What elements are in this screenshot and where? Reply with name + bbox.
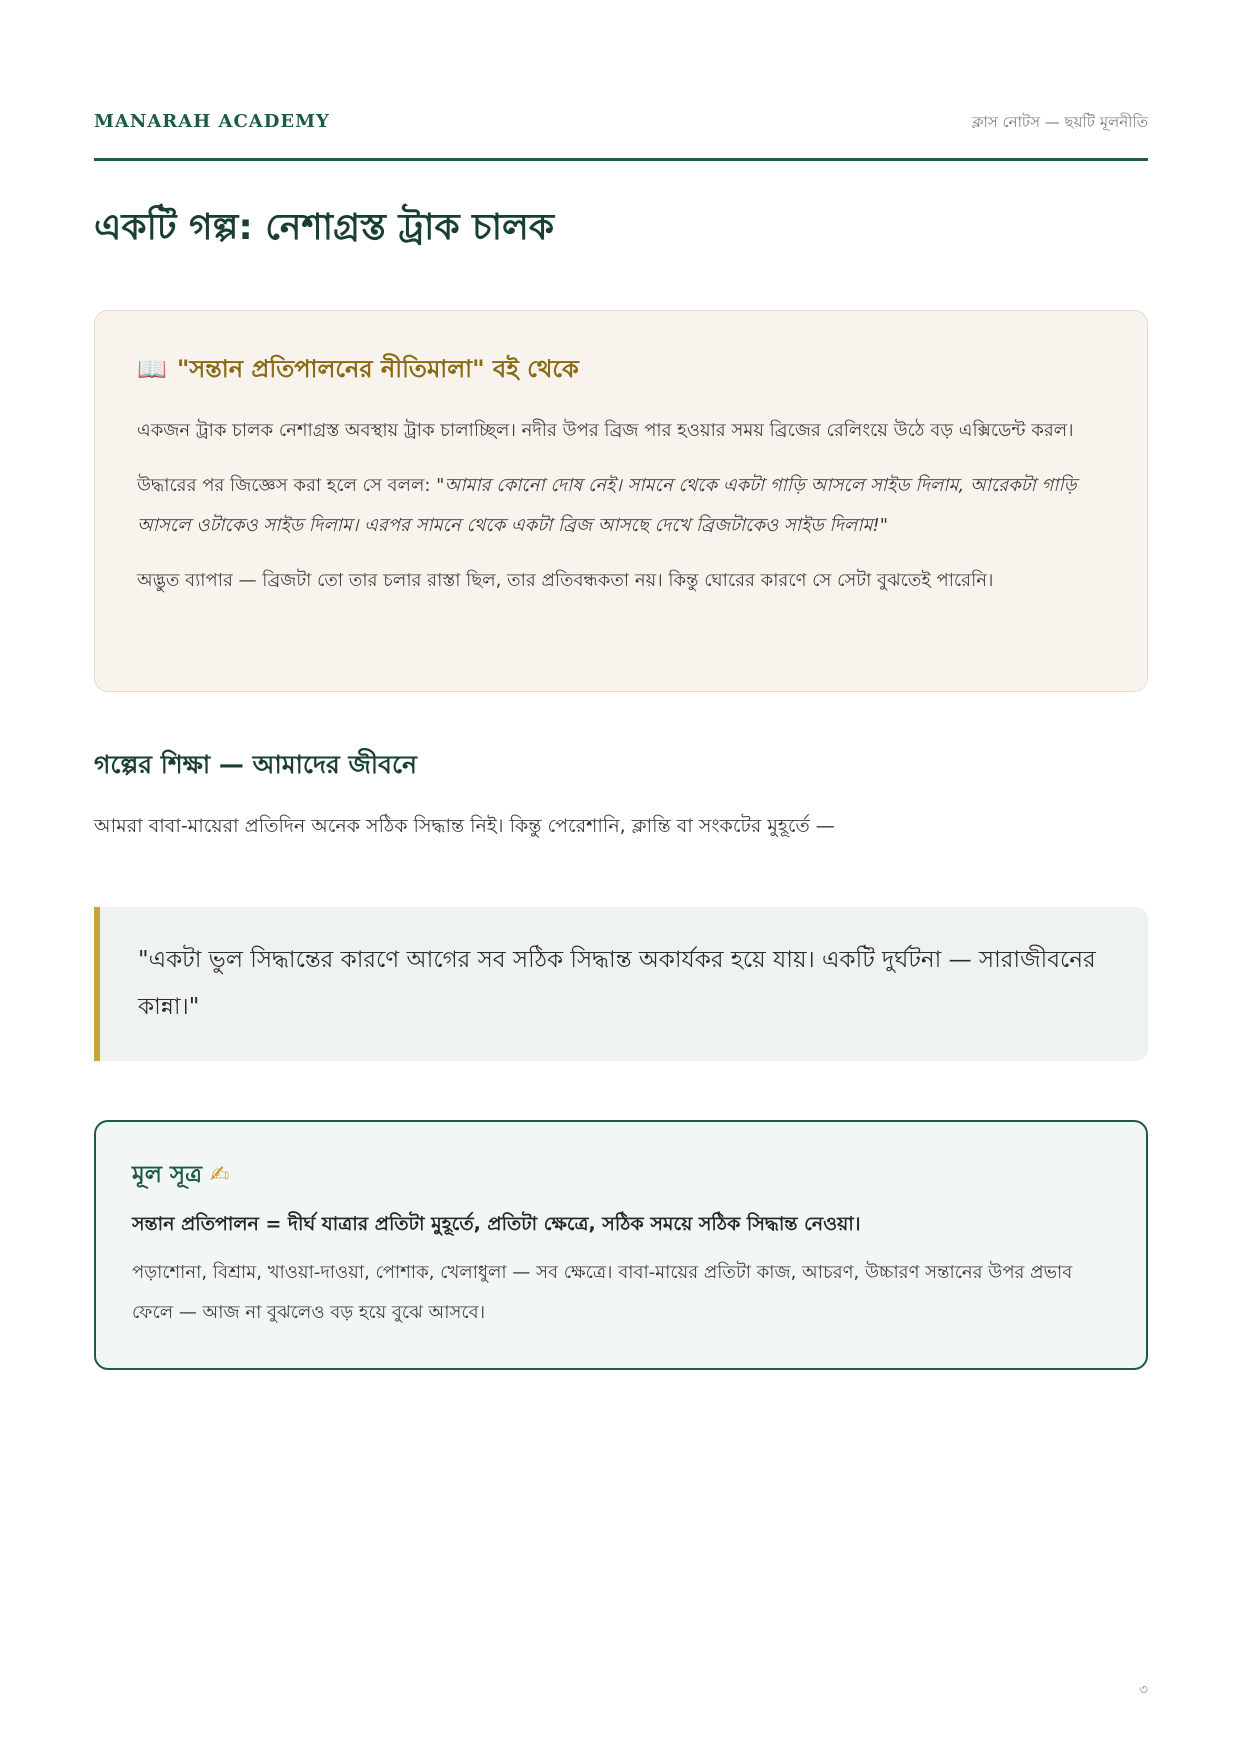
lesson-text: আমরা বাবা-মায়েরা প্রতিদিন অনেক সঠিক সিদ্ধান্ত নিই। কিন্তু পেরেশানি, ক্লান্তি বা সংকটের মুহূর্তে —: [94, 815, 835, 837]
key-point-title: [132, 1156, 1110, 1195]
highlight-quote: [94, 907, 1148, 1061]
page-header: [94, 108, 1148, 161]
key-point-text: পড়াশোনা, বিশ্রাম, খাওয়া-দাওয়া, পোশাক, খেলাধুলা — সব ক্ষেত্রে। বাবা-মায়ের প্রতিটা কাজ, আচরণ, উচ্চারণ সন্তানের উপর প্রভাব ফেলে — আজ না বুঝলেও বড় হয়ে বুঝে আসবে।: [132, 1262, 1073, 1323]
writing-hand-icon: ✍: [210, 1162, 230, 1188]
story-heading-text: "সন্তান প্রতিপালনের নীতিমালা" বই থেকে: [176, 355, 579, 383]
header-subtitle: ক্লাস নোটস — ছয়টি মূলনীতি: [971, 113, 1148, 131]
story-box: [94, 310, 1148, 692]
brand-name: MANARAH ACADEMY: [94, 111, 330, 132]
key-point-box: [94, 1120, 1148, 1370]
document-page: [94, 0, 1148, 1754]
lesson-heading: গল্পের শিক্ষা — আমাদের জীবনে: [94, 750, 417, 779]
story-paragraph-3: অদ্ভুত ব্যাপার — ব্রিজটা তো তার চলার রাস্তা ছিল, তার প্রতিবন্ধকতা নয়। কিন্তু ঘোরের কারণে সে সেটা বুঝতেই পারেনি।: [137, 570, 994, 591]
page-number: ৩: [1138, 1682, 1148, 1698]
quote-text: "একটা ভুল সিদ্ধান্তের কারণে আগের সব সঠিক সিদ্ধান্ত অকার্যকর হয়ে যায়। একটি দুর্ঘটনা — সারাজীবনের কান্না।": [138, 947, 1096, 1020]
open-book-icon: 📖: [137, 355, 167, 383]
story-paragraph-1: একজন ট্রাক চালক নেশাগ্রস্ত অবস্থায় ট্রাক চালাচ্ছিল। নদীর উপর ব্রিজ পার হওয়ার সময় ব্রিজের রেলিংয়ে উঠে বড় এক্সিডেন্ট করল।: [137, 420, 1074, 441]
story-heading: [137, 351, 1105, 391]
story-paragraph-2: [137, 466, 1105, 546]
key-point-title-text: মূল সূত্র: [132, 1162, 203, 1188]
key-point-formula: সন্তান প্রতিপালন = দীর্ঘ যাত্রার প্রতিটা মুহূর্তে, প্রতিটা ক্ষেত্রে, সঠিক সময়ে সঠিক সিদ্ধান্ত নেওয়া।: [132, 1213, 861, 1235]
driver-quote: "আমার কোনো দোষ নেই। সামনে থেকে একটা গাড়ি আসলে সাইড দিলাম, আরেকটা গাড়ি আসলে ওটাকেও সাইড দিলাম। এরপর সামনে থেকে একটা ব্রিজ আসছে দেখে ব্রিজটাকেও সাইড দিলাম!": [137, 475, 1077, 536]
page-title: একটি গল্প: নেশাগ্রস্ত ট্রাক চালক: [94, 207, 555, 248]
story-paragraph-2-lead: উদ্ধারের পর জিজ্ঞেস করা হলে সে বলল:: [137, 475, 437, 496]
